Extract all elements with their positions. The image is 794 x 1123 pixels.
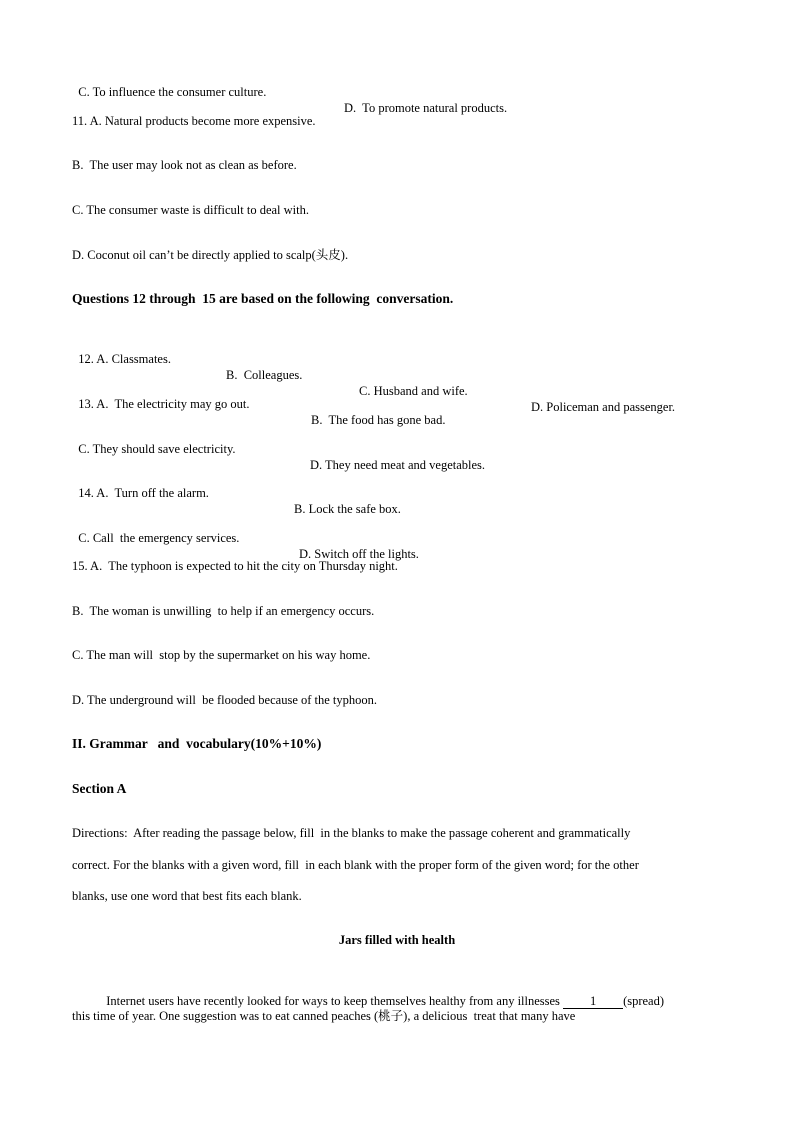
q15-option-b: B. The woman is unwilling to help if an emergency occurs. <box>72 604 375 618</box>
q13-option-b: B. The food has gone bad. <box>311 413 446 427</box>
q14-option-b: B. Lock the safe box. <box>294 502 401 516</box>
q11-option-a: 11. A. Natural products become more expensive. <box>72 114 316 128</box>
q14-option-d: D. Switch off the lights. <box>299 547 419 561</box>
q11-option-b: B. The user may look not as clean as before. <box>72 158 297 172</box>
directions-line-3: blanks, use one word that best fits each blank. <box>72 889 302 903</box>
q13-option-d: D. They need meat and vegetables. <box>310 458 486 472</box>
q15-option-d: D. The underground will be flooded because of the typhoon. <box>72 693 378 707</box>
directions-line-1: Directions: After reading the passage below, fill in the blanks to make the passage coherent and grammatically <box>72 826 631 840</box>
q15-option-c: C. The man will stop by the supermarket on his way home. <box>72 648 371 662</box>
section-a-title: Section A <box>72 781 127 796</box>
q14-option-a: 14. A. Turn off the alarm. <box>78 486 209 500</box>
q10-option-c: C. To influence the consumer culture. <box>78 85 267 99</box>
passage-title: Jars filled with health <box>338 933 456 947</box>
passage-line-1-text: Internet users have recently looked for ways to keep themselves healthy from any illnesses <box>106 994 564 1008</box>
q12-option-c: C. Husband and wife. <box>359 384 468 398</box>
q15-option-a: 15. A. The typhoon is expected to hit the city on Thursday night. <box>72 559 398 573</box>
q13-options-row-2 <box>72 425 486 473</box>
directions-line-2: correct. For the blanks with a given word, fill in each blank with the proper form of the given word; for the other <box>72 858 639 872</box>
q12-option-b: B. Colleagues. <box>226 368 303 382</box>
conversation-heading: Questions 12 through 15 are based on the following conversation. <box>72 291 454 306</box>
q10-option-d: D. To promote natural products. <box>344 101 508 115</box>
section-2-title: II. Grammar and vocabulary(10%+10%) <box>72 736 322 751</box>
q10-options-row <box>72 68 508 116</box>
passage-line-1 <box>100 977 664 1009</box>
q14-options-row-1 <box>72 469 401 517</box>
q12-option-a: 12. A. Classmates. <box>78 352 171 366</box>
q11-option-c: C. The consumer waste is difficult to deal with. <box>72 203 309 217</box>
blank-1[interactable]: 1 <box>563 995 623 1009</box>
q14-option-c: C. Call the emergency services. <box>78 531 240 545</box>
q12-option-d: D. Policeman and passenger. <box>531 400 676 414</box>
passage-line-1-hint: (spread) <box>623 994 665 1008</box>
q14-options-row-2 <box>72 514 419 562</box>
q13-option-c: C. They should save electricity. <box>78 442 236 456</box>
passage-line-2: this time of year. One suggestion was to eat canned peaches (桃子), a delicious treat that many have <box>72 1009 576 1023</box>
q13-option-a: 13. A. The electricity may go out. <box>78 397 250 411</box>
q11-option-d: D. Coconut oil can’t be directly applied to scalp(头皮). <box>72 248 349 262</box>
